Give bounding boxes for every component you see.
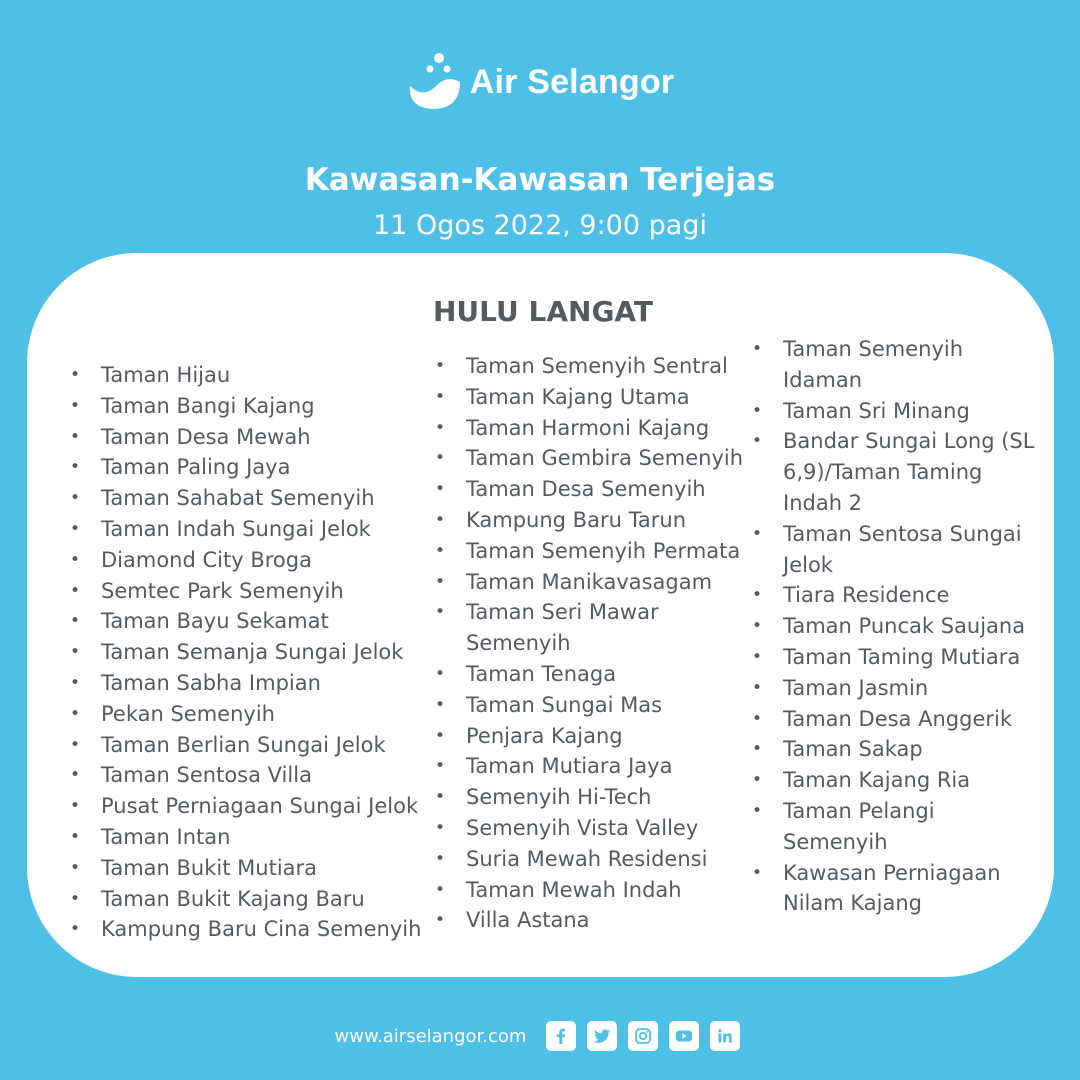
area-list-item: • Taman Puncak Saujana [752,611,1037,642]
area-list-item: • Taman Semenyih Idaman [752,334,1037,396]
area-list-column-3 [752,334,1037,919]
twitter-icon [592,1026,612,1046]
area-list-item: • Kampung Baru Tarun [435,505,745,536]
area-list-item: • Semenyih Vista Valley [435,813,745,844]
area-list-item: • Taman Desa Semenyih [435,474,745,505]
area-list-item: • Semenyih Hi-Tech [435,782,745,813]
area-list-item: • Semtec Park Semenyih [70,576,430,607]
area-list-item: • Villa Astana [435,905,745,936]
instagram-button[interactable] [628,1021,658,1051]
area-list-item: • Bandar Sungai Long (SL 6,9)/Taman Taming Indah 2 [752,426,1037,518]
area-list-item: • Taman Sungai Mas [435,690,745,721]
area-list-item: • Kawasan Perniagaan Nilam Kajang [752,858,1037,920]
area-list-item: • Taman Intan [70,822,430,853]
area-list-item: • Taman Semenyih Sentral [435,351,745,382]
area-list-item: • Taman Seri Mawar Semenyih [435,597,745,659]
area-list-item: • Taman Jasmin [752,673,1037,704]
area-list-item: • Taman Sakap [752,734,1037,765]
area-list-item: • Taman Tenaga [435,659,745,690]
area-list-item: • Taman Harmoni Kajang [435,413,745,444]
area-list-column-2 [435,351,745,936]
area-list-item: • Pekan Semenyih [70,699,430,730]
area-list-item: • Taman Bukit Mutiara [70,853,430,884]
area-list-item: • Penjara Kajang [435,721,745,752]
area-list-item: • Taman Sentosa Villa [70,760,430,791]
area-list-item: • Taman Pelangi Semenyih [752,796,1037,858]
youtube-button[interactable] [669,1021,699,1051]
footer [0,1021,1080,1051]
area-list-item: • Pusat Perniagaan Sungai Jelok [70,791,430,822]
linkedin-icon [715,1026,735,1046]
instagram-icon [633,1026,653,1046]
area-list-column-1 [70,360,430,945]
area-list-item: • Kampung Baru Cina Semenyih [70,914,430,945]
facebook-button[interactable] [546,1021,576,1051]
region-heading: HULU LANGAT [433,295,654,328]
website-link[interactable]: www.airselangor.com [334,1025,527,1047]
area-list-item: • Taman Semenyih Permata [435,536,745,567]
area-list-item: • Taman Kajang Ria [752,765,1037,796]
area-list-item: • Taman Gembira Semenyih [435,443,745,474]
water-drop-logo-icon [406,52,464,112]
area-list-item: • Taman Mewah Indah [435,875,745,906]
page-title: Kawasan-Kawasan Terjejas [304,162,776,198]
area-list-item: • Taman Paling Jaya [70,452,430,483]
area-list-item: • Taman Semanja Sungai Jelok [70,637,430,668]
area-list-item: • Taman Taming Mutiara [752,642,1037,673]
area-list-item: • Taman Sabha Impian [70,668,430,699]
area-list-item: • Taman Hijau [70,360,430,391]
area-list-item: • Taman Bayu Sekamat [70,606,430,637]
area-list-item: • Taman Sahabat Semenyih [70,483,430,514]
area-list-item: • Tiara Residence [752,580,1037,611]
area-list-item: • Taman Bangi Kajang [70,391,430,422]
area-list-item: • Diamond City Broga [70,545,430,576]
area-list-item: • Taman Manikavasagam [435,567,745,598]
area-list-item: • Taman Sentosa Sungai Jelok [752,519,1037,581]
brand-logo [0,52,1080,112]
facebook-icon [551,1026,571,1046]
area-list-item: • Taman Indah Sungai Jelok [70,514,430,545]
area-list-item: • Taman Desa Anggerik [752,704,1037,735]
twitter-button[interactable] [587,1021,617,1051]
area-list-item: • Suria Mewah Residensi [435,844,745,875]
area-list-item: • Taman Berlian Sungai Jelok [70,730,430,761]
youtube-icon [674,1026,694,1046]
area-list-item: • Taman Mutiara Jaya [435,751,745,782]
linkedin-button[interactable] [710,1021,740,1051]
area-list-item: • Taman Bukit Kajang Baru [70,884,430,915]
brand-name: Air Selangor [469,62,675,101]
area-list-item: • Taman Desa Mewah [70,422,430,453]
area-list-item: • Taman Kajang Utama [435,382,745,413]
area-list-item: • Taman Sri Minang [752,396,1037,427]
page-subtitle: 11 Ogos 2022, 9:00 pagi [373,210,707,241]
